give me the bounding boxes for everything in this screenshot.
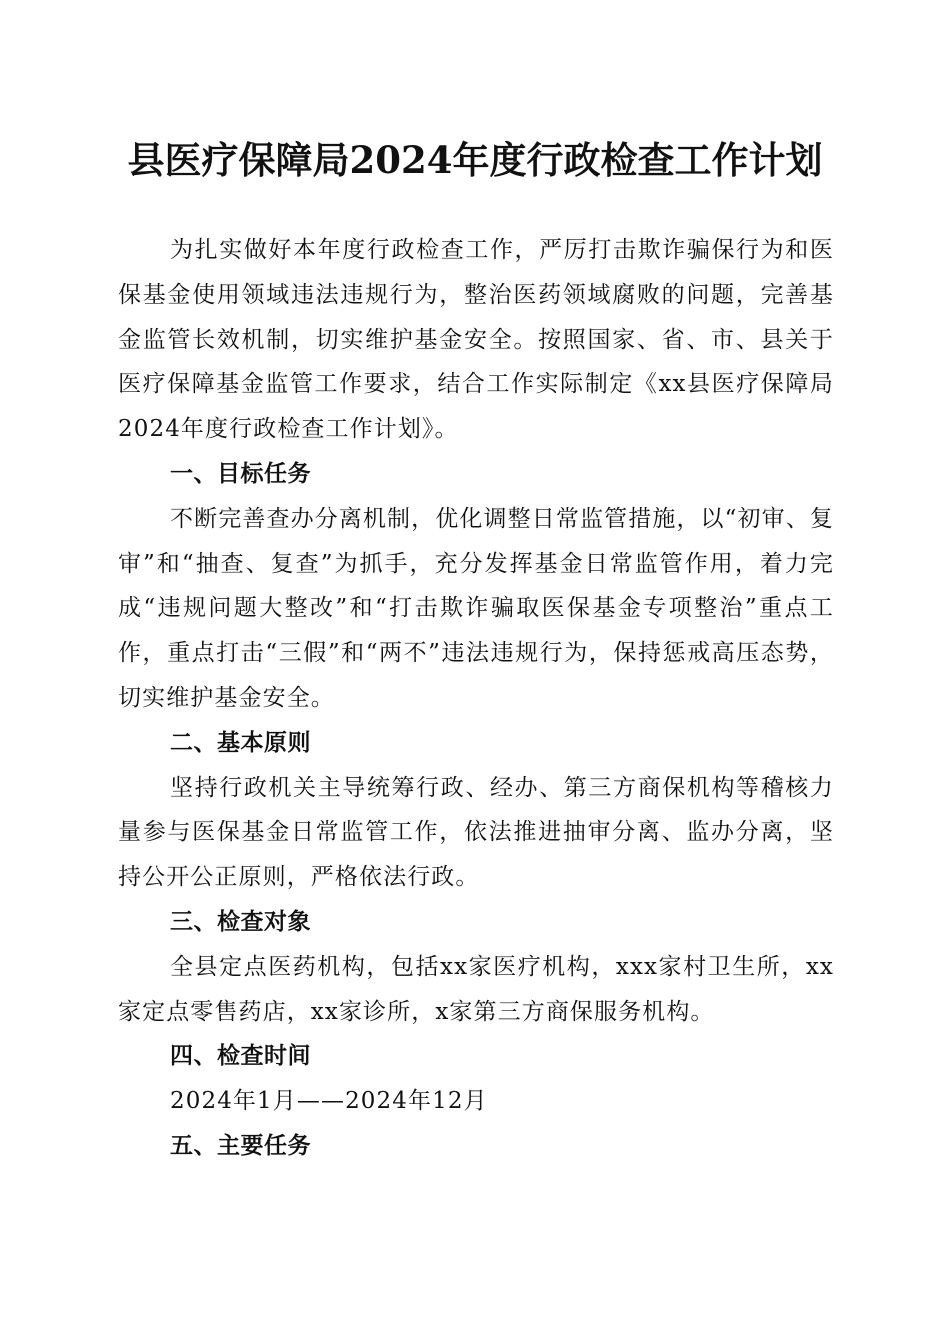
- section-heading-principles: 二、基本原则: [170, 729, 311, 756]
- intro-paragraph: 为扎实做好本年度行政检查工作，严厉打击欺诈骗保行为和医保基金使用领域违法违规行为，整治医药领域腐败的问题，完善基金监管长效机制，切实维护基金安全。按照国家、省、市、县关于医疗保障基金监管工作要求，结合工作实际制定《xx县医疗保障局2024年度行政检查工作计划》。: [118, 237, 834, 443]
- section-heading-targets: 三、检查对象: [170, 908, 311, 935]
- section-body-time: 2024年1月——2024年12月: [170, 1088, 488, 1115]
- section-heading-tasks: 五、主要任务: [170, 1132, 311, 1159]
- section-body-goals: 不断完善查办分离机制，优化调整日常监管措施，以“初审、复审”和“抽查、复查”为抓手，充分发挥基金日常监管作用，着力完成“违规问题大整改”和“打击欺诈骗取医保基金专项整治”重点工作，重点打击“三假”和“两不”违法违规行为，保持惩戒高压态势，切实维护基金安全。: [118, 505, 834, 711]
- document-body: [118, 228, 834, 1169]
- section-body-targets: 全县定点医药机构，包括xx家医疗机构，xxx家村卫生所，xx家定点零售药店，xx家诊所，x家第三方商保服务机构。: [118, 953, 834, 1025]
- section-heading-time: 四、检查时间: [170, 1043, 311, 1070]
- section-heading-goals: 一、目标任务: [170, 460, 311, 487]
- document-title: 县医疗保障局2024年度行政检查工作计划: [127, 138, 823, 182]
- section-body-principles: 坚持行政机关主导统筹行政、经办、第三方商保机构等稽核力量参与医保基金日常监管工作，依法推进抽审分离、监办分离，坚持公开公正原则，严格依法行政。: [118, 774, 834, 891]
